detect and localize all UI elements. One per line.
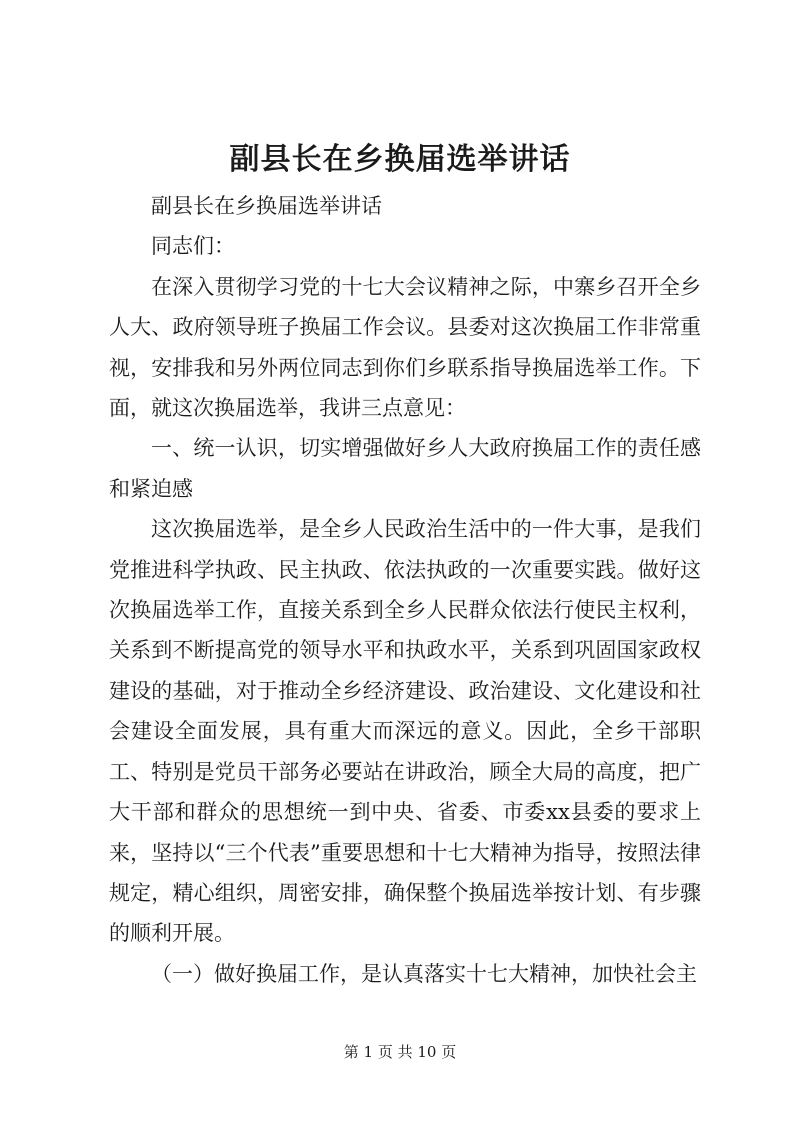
paragraph-heading-one: 一、统一认识，切实增强做好乡人大政府换届工作的责任感和紧迫感 [109,436,701,501]
paragraph-main: 这次换届选举，是全乡人民政治生活中的一件大事，是我们党推进科学执政、民主执政、依法执政的一次重要实践。做好这次换届选举工作，直接关系到全乡人民群众依法行使民主权利，关系到不断提高党的领导水平和执政水平，关系到巩固国家政权建设的基础，对于推动全乡经济建设、政治建设、文化建设和社会建设全面发展，具有重大而深远的意义。因此，全乡干部职工、特别是党员干部务必要站在讲政治，顾全大局的高度，把广大干部和群众的思想统一到中央、省委、市委xx县委的要求上来，坚持以“三个代表”重要思想和十七大精神为指导，按照法律规定，精心组织，周密安排，确保整个换届选举按计划、有步骤的顺利开展。 [109,517,701,946]
paragraph-subheading-one: （一）做好换届工作，是认真落实十七大精神，加快社会主 [151,961,697,986]
paragraph-intro: 在深入贯彻学习党的十七大会议精神之际，中寨乡召开全乡人大、政府领导班子换届工作会议。县委对这次换届工作非常重视，安排我和另外两位同志到你们乡联系指导换届选举工作。下面，就这次换届选举，我讲三点意见： [109,274,701,421]
document-title: 副县长在乡换届选举讲话 [229,142,571,177]
document-body [109,186,701,994]
paragraph-subtitle: 副县长在乡换届选举讲话 [151,194,382,218]
paragraph-salutation: 同志们： [151,234,235,259]
page-number-footer: 第 1 页 共 10 页 [343,1043,457,1061]
